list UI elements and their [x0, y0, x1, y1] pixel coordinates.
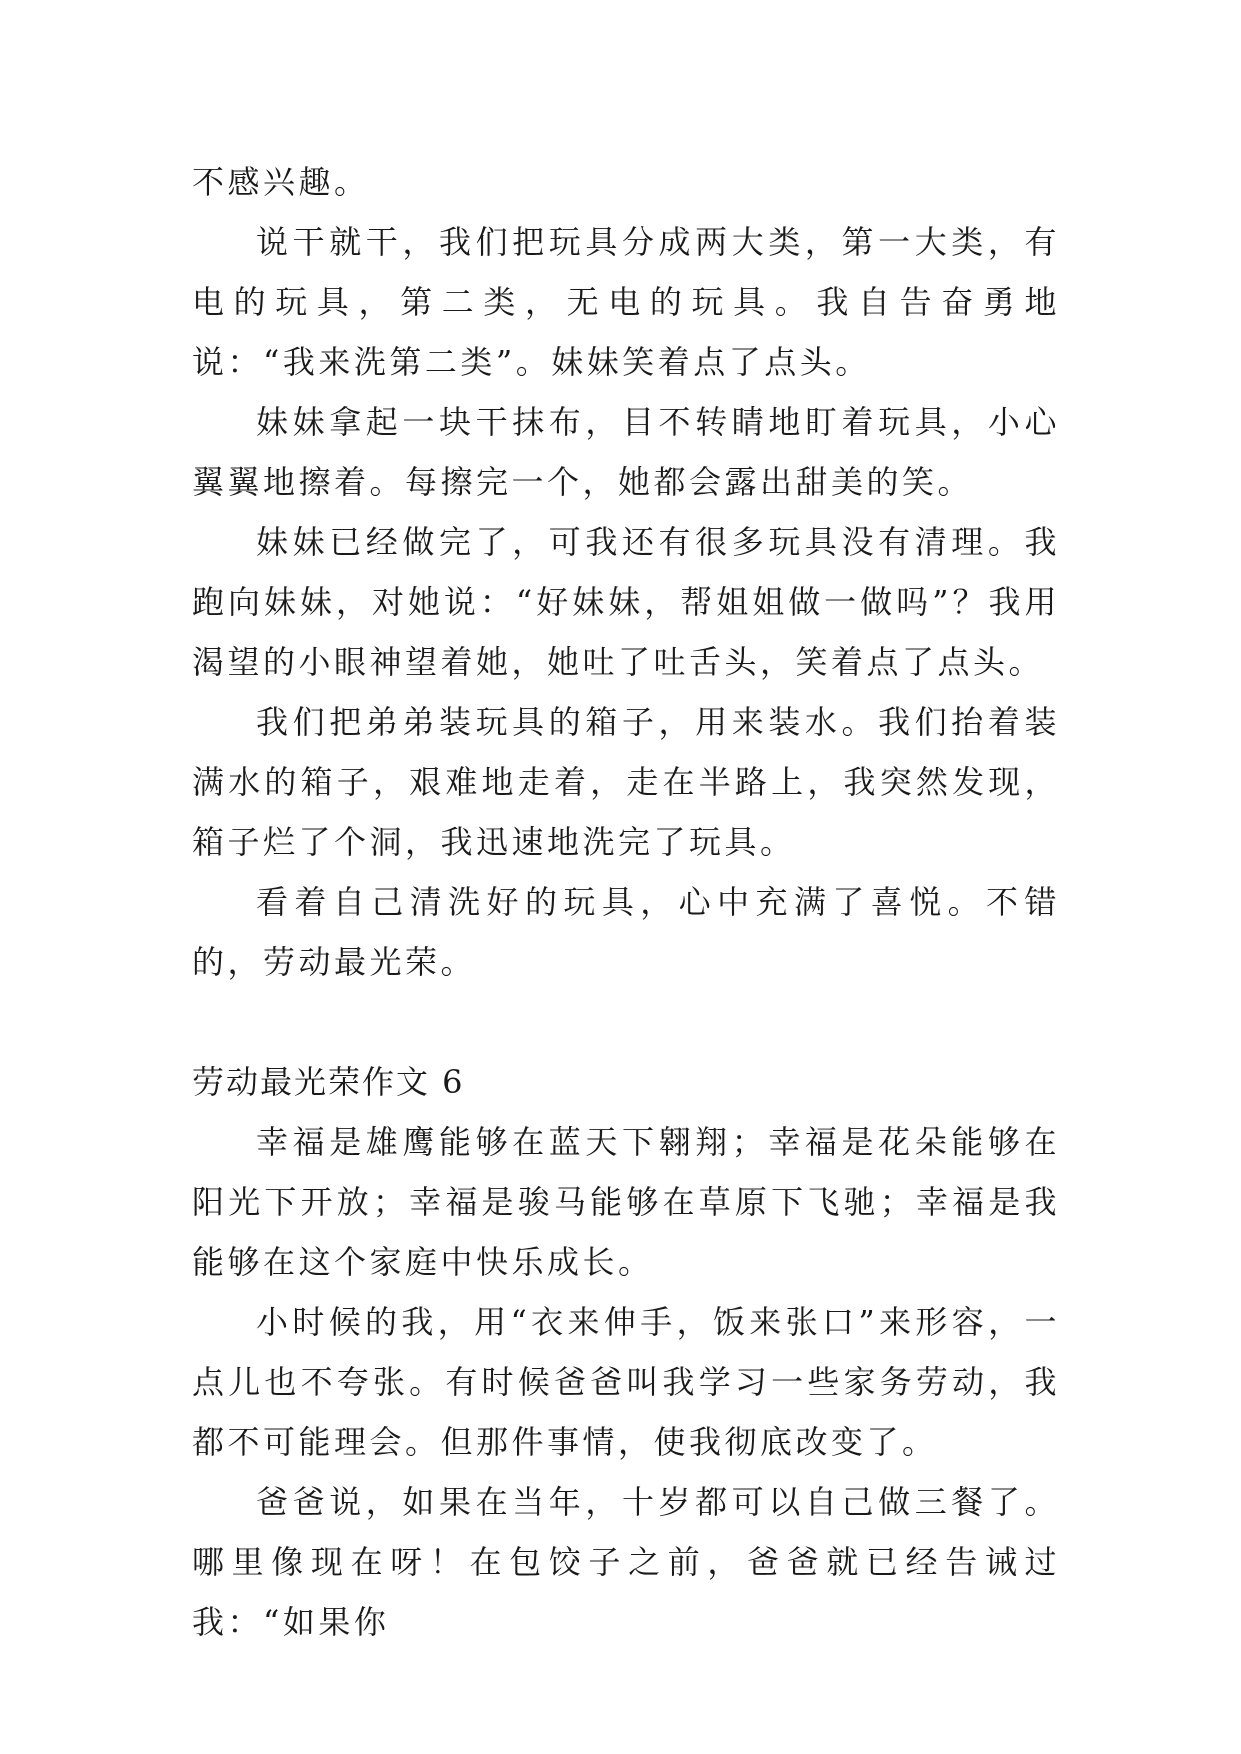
paragraph: 说干就干，我们把玩具分成两大类，第一大类，有电的玩具，第二类，无电的玩具。我自告奋勇地说：“我来洗第二类”。妹妹笑着点了点头。	[192, 223, 1060, 381]
section-title: 劳动最光荣作文 6	[192, 1063, 465, 1101]
paragraph: 我们把弟弟装玩具的箱子，用来装水。我们抬着装满水的箱子，艰难地走着，走在半路上，我突然发现，箱子烂了个洞，我迅速地洗完了玩具。	[192, 703, 1060, 861]
paragraph: 小时候的我，用“衣来伸手，饭来张口”来形容，一点儿也不夸张。有时候爸爸叫我学习一些家务劳动，我都不可能理会。但那件事情，使我彻底改变了。	[192, 1303, 1060, 1461]
paragraph: 妹妹已经做完了，可我还有很多玩具没有清理。我跑向妹妹，对她说：“好妹妹，帮姐姐做一做吗”？我用渴望的小眼神望着她，她吐了吐舌头，笑着点了点头。	[192, 523, 1060, 681]
paragraph: 不感兴趣。	[192, 163, 370, 201]
paragraph: 幸福是雄鹰能够在蓝天下翱翔；幸福是花朵能够在阳光下开放；幸福是骏马能够在草原下飞驰；幸福是我能够在这个家庭中快乐成长。	[192, 1123, 1060, 1281]
paragraph: 妹妹拿起一块干抹布，目不转睛地盯着玩具，小心翼翼地擦着。每擦完一个，她都会露出甜美的笑。	[192, 403, 1060, 501]
section-spacer	[192, 992, 1060, 1052]
document-body	[192, 152, 1060, 1652]
paragraph: 爸爸说，如果在当年，十岁都可以自己做三餐了。哪里像现在呀！在包饺子之前，爸爸就已经告诫过我：“如果你	[192, 1483, 1060, 1641]
paragraph: 看着自己清洗好的玩具，心中充满了喜悦。不错的，劳动最光荣。	[192, 883, 1060, 981]
